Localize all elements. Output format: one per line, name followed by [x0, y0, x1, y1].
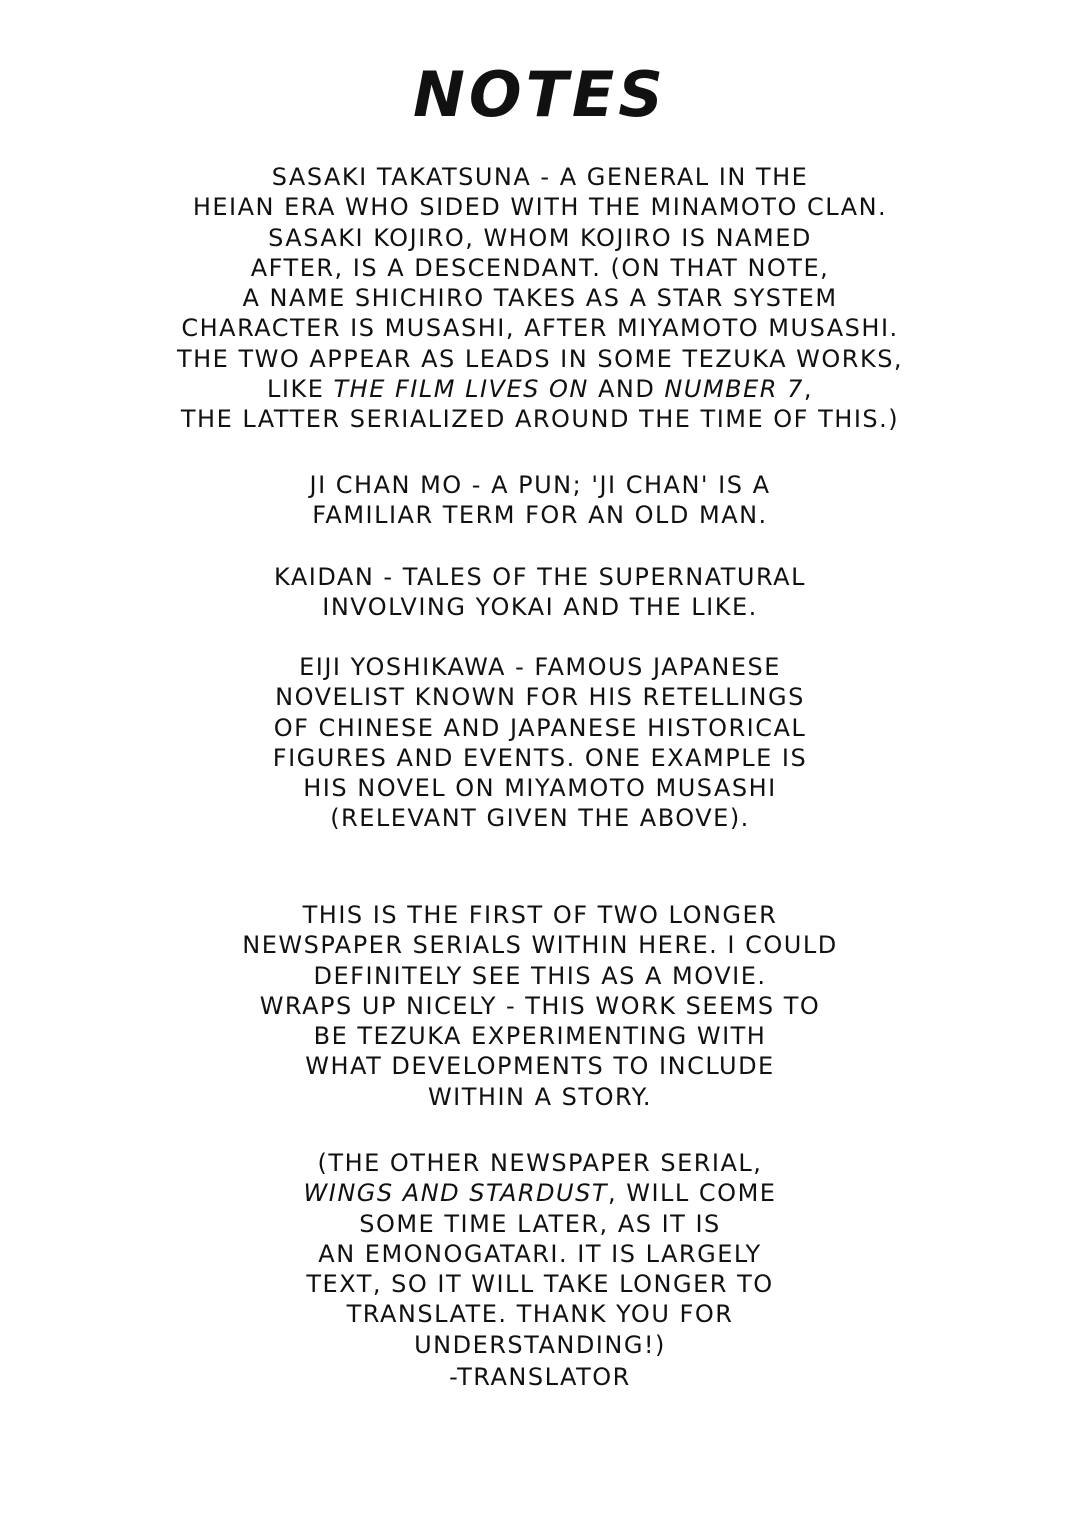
note-line: HEIAN ERA WHO SIDED WITH THE MINAMOTO CLAN. [192, 193, 888, 222]
note-line: TRANSLATE. THANK YOU FOR [346, 1300, 734, 1329]
text-segment: , [803, 375, 813, 404]
translator-comment [0, 900, 1080, 1112]
note-line: DEFINITELY SEE THIS AS A MOVIE. [313, 961, 767, 990]
note-line: WRAPS UP NICELY - THIS WORK SEEMS TO [259, 991, 821, 1020]
note-line: THIS IS THE FIRST OF TWO LONGER [302, 901, 778, 929]
note-line: WITHIN A STORY. [427, 1082, 653, 1111]
note-line: UNDERSTANDING!) [414, 1330, 666, 1359]
note-line: BE TEZUKA EXPERIMENTING WITH [313, 1022, 767, 1051]
note-eiji-yoshikawa [0, 652, 1080, 834]
note-kaidan [0, 562, 1080, 623]
signature-text: -TRANSLATOR [449, 1363, 631, 1391]
note-line-with-title [0, 1178, 1080, 1208]
note-line: EIJI YOSHIKAWA - FAMOUS JAPANESE [299, 653, 781, 681]
note-line: SASAKI KOJIRO, WHOM KOJIRO IS NAMED [268, 223, 812, 252]
note-line: SOME TIME LATER, AS IT IS [359, 1209, 721, 1238]
note-ji-chan-mo [0, 470, 1080, 531]
note-line: A NAME SHICHIRO TAKES AS A STAR SYSTEM [242, 284, 838, 313]
note-line: NEWSPAPER SERIALS WITHIN HERE. I COULD [242, 931, 838, 960]
page-title: NOTES [413, 58, 667, 131]
note-line: FAMILIAR TERM FOR AN OLD MAN. [312, 501, 768, 530]
note-line: (THE OTHER NEWSPAPER SERIAL, [317, 1149, 763, 1177]
note-line: OF CHINESE AND JAPANESE HISTORICAL [273, 713, 807, 742]
work-title-number-7: NUMBER 7 [664, 375, 804, 404]
work-title-film-lives-on: THE FILM LIVES ON [333, 375, 589, 404]
note-line: SASAKI TAKATSUNA - A GENERAL IN THE [271, 163, 809, 191]
note-line: THE LATTER SERIALIZED AROUND THE TIME OF THIS.) [180, 405, 900, 434]
note-line: HIS NOVEL ON MIYAMOTO MUSASHI [303, 774, 777, 803]
note-line-with-titles [0, 374, 1080, 404]
signature [0, 1362, 1080, 1392]
note-line: KAIDAN - TALES OF THE SUPERNATURAL [274, 563, 806, 591]
note-line: AN EMONOGATARI. IT IS LARGELY [318, 1239, 762, 1268]
text-segment: AND [588, 375, 665, 404]
note-line: NOVELIST KNOWN FOR HIS RETELLINGS [275, 683, 805, 712]
note-sasaki-takatsuna [0, 162, 1080, 435]
work-title-wings-and-stardust: WINGS AND STARDUST [303, 1179, 608, 1208]
text-segment: LIKE [267, 375, 334, 404]
translator-aside [0, 1148, 1080, 1360]
note-line: (RELEVANT GIVEN THE ABOVE). [330, 804, 750, 833]
note-line: THE TWO APPEAR AS LEADS IN SOME TEZUKA WORKS, [176, 344, 904, 373]
note-line: TEXT, SO IT WILL TAKE LONGER TO [306, 1270, 774, 1299]
note-line: CHARACTER IS MUSASHI, AFTER MIYAMOTO MUSASHI. [181, 314, 899, 343]
note-line: INVOLVING YOKAI AND THE LIKE. [322, 593, 758, 622]
note-line: JI CHAN MO - A PUN; 'JI CHAN' IS A [309, 471, 771, 499]
note-line: AFTER, IS A DESCENDANT. (ON THAT NOTE, [250, 253, 830, 282]
note-line: FIGURES AND EVENTS. ONE EXAMPLE IS [272, 743, 808, 772]
note-line: WHAT DEVELOPMENTS TO INCLUDE [305, 1052, 775, 1081]
text-segment: , WILL COME [607, 1179, 777, 1208]
